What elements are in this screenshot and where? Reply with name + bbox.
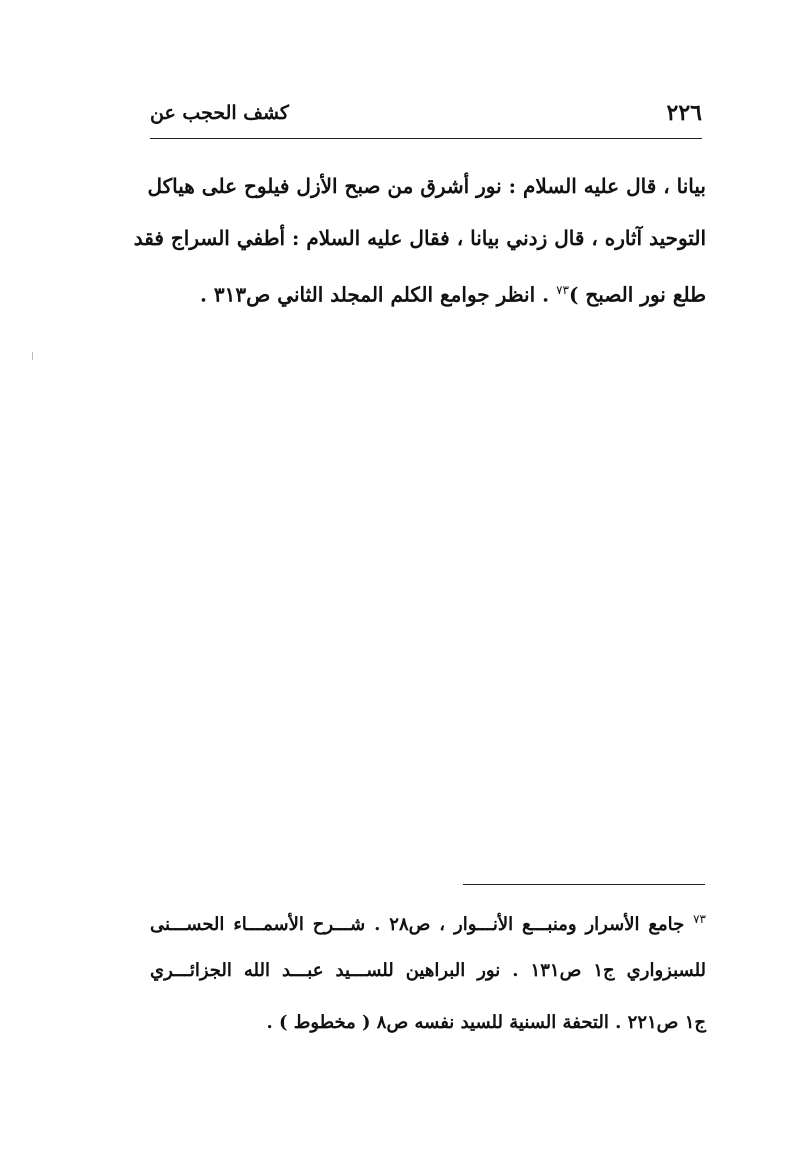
body-line-text: . انظر جوامع الكلم المجلد الثاني ص٣١٣ .	[199, 282, 557, 307]
footnote-line: للسبزواري ج١ ص١٣١ . نور البراهين للســـيد عبـــد الله الجزائـــري	[150, 960, 707, 981]
footnote-reference[interactable]: ٧٣	[556, 283, 569, 297]
body-text	[133, 160, 706, 316]
footnote-line	[150, 893, 706, 945]
running-title: كشف الحجب عن	[150, 102, 289, 124]
page-number: ٢٢٦	[666, 100, 702, 126]
footnote-separator	[463, 884, 705, 885]
body-line: التوحيد آثاره ، قال زدني بيانا ، فقال عليه السلام : أطفي السراج فقد	[133, 226, 706, 250]
body-line: بيانا ، قال عليه السلام : نور أشرق من صبح الأزل فيلوح على هياكل	[147, 174, 706, 198]
footnote-line: ج١ ص٢٢١ . التحفة السنية للسيد نفسه ص٨ ( مخطوط ) .	[266, 1012, 706, 1033]
footnote-number: ٧٣	[693, 912, 706, 926]
scan-mark	[32, 352, 33, 360]
body-line-text: طلع نور الصبح )	[568, 282, 706, 307]
page-header	[150, 96, 702, 139]
body-line	[150, 264, 706, 316]
footnotes	[150, 893, 706, 1049]
footnote-text: جامع الأسرار ومنبـــع الأنـــوار ، ص٢٨ . شـــرح الأسمـــاء الحســـنى	[150, 914, 694, 935]
